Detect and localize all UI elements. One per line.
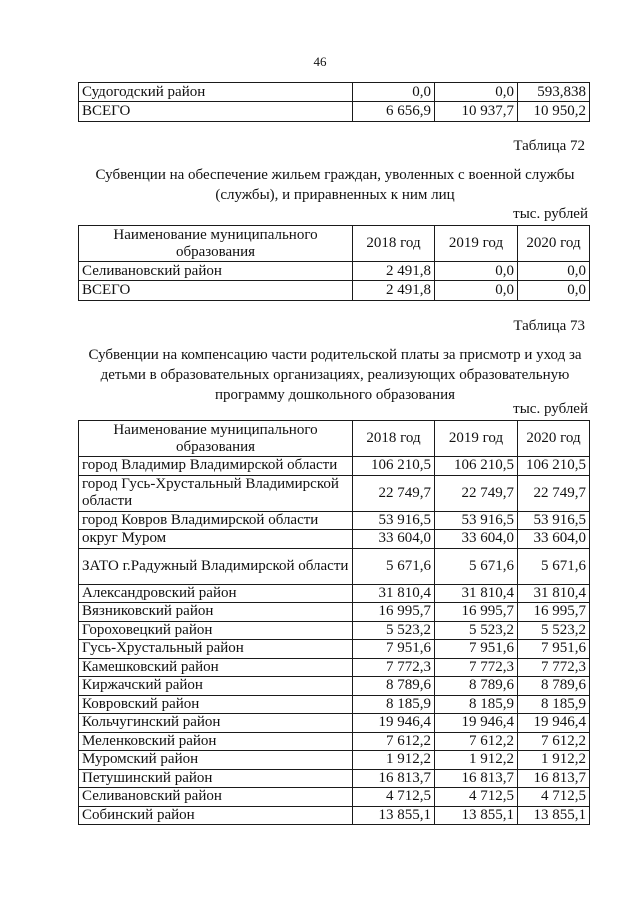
value-2018: 5 523,2 <box>353 621 435 640</box>
table-72-units: тыс. рублей <box>513 206 588 222</box>
table-73 <box>78 420 590 825</box>
table-row <box>79 530 590 549</box>
value-2018: 31 810,4 <box>353 584 435 603</box>
total-2018: 2 491,8 <box>353 281 435 301</box>
table-73-label: Таблица 73 <box>513 318 585 334</box>
table-row <box>79 714 590 733</box>
value-2020: 593,838 <box>518 83 590 102</box>
municipality-name: Собинский район <box>79 806 353 825</box>
value-2018: 4 712,5 <box>353 788 435 807</box>
header-row <box>79 421 590 457</box>
total-row <box>79 102 590 122</box>
value-2020: 22 749,7 <box>518 475 590 511</box>
total-2020: 0,0 <box>518 281 590 301</box>
table-prev-continuation <box>78 82 590 122</box>
total-row <box>79 281 590 301</box>
municipality-name: Гороховецкий район <box>79 621 353 640</box>
table-row <box>79 732 590 751</box>
table-72-label: Таблица 72 <box>513 138 585 154</box>
value-2019: 106 210,5 <box>435 457 518 476</box>
total-2019: 10 937,7 <box>435 102 518 122</box>
header-2020: 2020 год <box>518 226 590 262</box>
municipality-name: город Гусь-Хрустальный Владимирской области <box>79 475 353 511</box>
value-2020: 19 946,4 <box>518 714 590 733</box>
municipality-name: Селивановский район <box>79 262 353 281</box>
value-2019: 8 789,6 <box>435 677 518 696</box>
value-2018: 2 491,8 <box>353 262 435 281</box>
table-row <box>79 695 590 714</box>
value-2018: 8 789,6 <box>353 677 435 696</box>
municipality-name: Селивановский район <box>79 788 353 807</box>
table-72-title: Субвенции на обеспечение жильем граждан, уволенных с военной службы (службы), и приравненных к ним лиц <box>95 167 575 203</box>
table-73-title: Субвенции на компенсацию части родительской платы за присмотр и уход за детьми в образовательных организациях, реализующих образовательную программу дошкольного образования <box>88 347 582 403</box>
value-2018: 1 912,2 <box>353 751 435 770</box>
value-2018: 22 749,7 <box>353 475 435 511</box>
table-row <box>79 677 590 696</box>
municipality-name: Гусь-Хрустальный район <box>79 640 353 659</box>
header-name: Наименование муниципального образования <box>79 421 353 457</box>
value-2018: 106 210,5 <box>353 457 435 476</box>
header-2019: 2019 год <box>435 226 518 262</box>
value-2020: 16 995,7 <box>518 603 590 622</box>
value-2019: 16 995,7 <box>435 603 518 622</box>
municipality-name: округ Муром <box>79 530 353 549</box>
municipality-name: Ковровский район <box>79 695 353 714</box>
value-2020: 8 185,9 <box>518 695 590 714</box>
table-row <box>79 751 590 770</box>
municipality-name: Петушинский район <box>79 769 353 788</box>
municipality-name: Камешковский район <box>79 658 353 677</box>
value-2020: 7 772,3 <box>518 658 590 677</box>
value-2019: 7 612,2 <box>435 732 518 751</box>
municipality-name: Вязниковский район <box>79 603 353 622</box>
value-2019: 16 813,7 <box>435 769 518 788</box>
table-row <box>79 584 590 603</box>
municipality-name: Александровский район <box>79 584 353 603</box>
value-2019: 5 671,6 <box>435 548 518 584</box>
municipality-name: город Ковров Владимирской области <box>79 511 353 530</box>
header-row <box>79 226 590 262</box>
value-2018: 16 995,7 <box>353 603 435 622</box>
header-2019: 2019 год <box>435 421 518 457</box>
value-2019: 8 185,9 <box>435 695 518 714</box>
header-2018: 2018 год <box>353 421 435 457</box>
total-label: ВСЕГО <box>79 281 353 301</box>
total-2019: 0,0 <box>435 281 518 301</box>
value-2018: 19 946,4 <box>353 714 435 733</box>
value-2019: 5 523,2 <box>435 621 518 640</box>
value-2018: 16 813,7 <box>353 769 435 788</box>
value-2018: 5 671,6 <box>353 548 435 584</box>
header-2020: 2020 год <box>518 421 590 457</box>
value-2018: 0,0 <box>353 83 435 102</box>
municipality-name: Меленковский район <box>79 732 353 751</box>
value-2020: 5 523,2 <box>518 621 590 640</box>
value-2019: 0,0 <box>435 262 518 281</box>
value-2020: 13 855,1 <box>518 806 590 825</box>
value-2019: 19 946,4 <box>435 714 518 733</box>
value-2019: 13 855,1 <box>435 806 518 825</box>
table-72 <box>78 225 590 301</box>
value-2020: 4 712,5 <box>518 788 590 807</box>
value-2020: 0,0 <box>518 262 590 281</box>
value-2020: 16 813,7 <box>518 769 590 788</box>
value-2020: 7 612,2 <box>518 732 590 751</box>
value-2020: 1 912,2 <box>518 751 590 770</box>
total-2020: 10 950,2 <box>518 102 590 122</box>
value-2018: 7 951,6 <box>353 640 435 659</box>
total-label: ВСЕГО <box>79 102 353 122</box>
table-row <box>79 262 590 281</box>
table-row <box>79 658 590 677</box>
header-2018: 2018 год <box>353 226 435 262</box>
table-row <box>79 621 590 640</box>
table-row <box>79 511 590 530</box>
value-2019: 53 916,5 <box>435 511 518 530</box>
table-row <box>79 640 590 659</box>
value-2020: 7 951,6 <box>518 640 590 659</box>
municipality-name: ЗАТО г.Радужный Владимирской области <box>79 548 353 584</box>
page-number: 46 <box>313 54 327 69</box>
table-row <box>79 548 590 584</box>
header-name: Наименование муниципального образования <box>79 226 353 262</box>
value-2018: 7 772,3 <box>353 658 435 677</box>
value-2019: 7 772,3 <box>435 658 518 677</box>
value-2018: 13 855,1 <box>353 806 435 825</box>
table-row <box>79 83 590 102</box>
table-row <box>79 603 590 622</box>
value-2020: 106 210,5 <box>518 457 590 476</box>
value-2019: 33 604,0 <box>435 530 518 549</box>
table-73-units: тыс. рублей <box>513 401 588 417</box>
table-row <box>79 769 590 788</box>
municipality-name: Киржачский район <box>79 677 353 696</box>
value-2020: 31 810,4 <box>518 584 590 603</box>
value-2019: 0,0 <box>435 83 518 102</box>
total-2018: 6 656,9 <box>353 102 435 122</box>
value-2020: 53 916,5 <box>518 511 590 530</box>
value-2019: 31 810,4 <box>435 584 518 603</box>
value-2020: 8 789,6 <box>518 677 590 696</box>
value-2020: 5 671,6 <box>518 548 590 584</box>
table-row <box>79 457 590 476</box>
value-2018: 33 604,0 <box>353 530 435 549</box>
municipality-name: Судогодский район <box>79 83 353 102</box>
municipality-name: город Владимир Владимирской области <box>79 457 353 476</box>
value-2018: 7 612,2 <box>353 732 435 751</box>
municipality-name: Кольчугинский район <box>79 714 353 733</box>
table-row <box>79 475 590 511</box>
municipality-name: Муромский район <box>79 751 353 770</box>
value-2019: 22 749,7 <box>435 475 518 511</box>
value-2019: 1 912,2 <box>435 751 518 770</box>
value-2019: 4 712,5 <box>435 788 518 807</box>
value-2020: 33 604,0 <box>518 530 590 549</box>
value-2019: 7 951,6 <box>435 640 518 659</box>
value-2018: 53 916,5 <box>353 511 435 530</box>
value-2018: 8 185,9 <box>353 695 435 714</box>
table-row <box>79 806 590 825</box>
table-row <box>79 788 590 807</box>
